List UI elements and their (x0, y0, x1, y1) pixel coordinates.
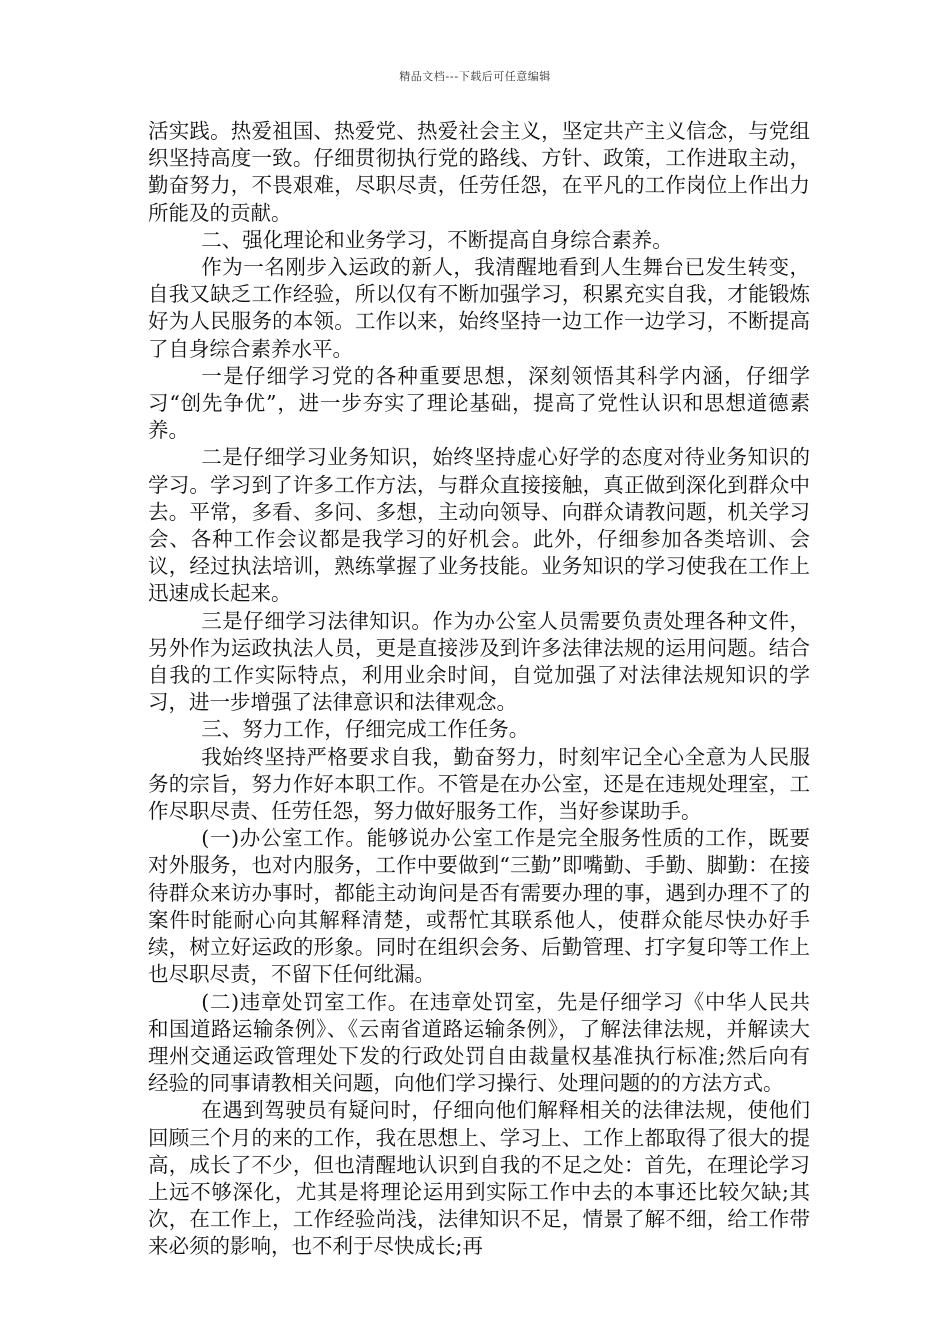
paragraph-7: 三、努力工作，仔细完成工作任务。 (201, 717, 530, 742)
paragraph-6: 三是仔细学习法律知识。作为办公室人员需要负责处理各种文件，另外作为运政执法人员，更是直接涉及到许多法律法规的运用问题。结合自我的工作实际特点，利用业余时间，自觉加强了对法律法规知识的学习，进一步增强了法律意识和法律观念。 (148, 608, 810, 715)
paragraph-4: 一是仔细学习党的各种重要思想，深刻领悟其科学内涵，仔细学习“创先争优”，进一步夯实了理论基础，提高了党性认识和思想道德素养。 (148, 363, 810, 443)
paragraph-2: 二、强化理论和业务学习，不断提高自身综合素养。 (201, 227, 673, 252)
page-header: 精品文档---下载后可任意编辑 (399, 70, 551, 83)
paragraph-11: 在遇到驾驶员有疑问时，仔细向他们解释相关的法律法规，使他们回顾三个月的来的工作，我在思想上、学习上、工作上都取得了很大的提高，成长了不少，但也清醒地认识到自我的不足之处：首先，在理论学习上远不够深化，尤其是将理论运用到实际工作中去的本事还比较欠缺;其次，在工作上，工作经验尚浅，法律知识不足，情景了解不细，给工作带来必须的影响，也不利于尽快成长;再 (148, 1098, 810, 1259)
paragraph-9: (一)办公室工作。能够说办公室工作是完全服务性质的工作，既要对外服务，也对内服务，工作中要做到“三勤”即嘴勤、手勤、脚勤：在接待群众来访办事时，都能主动询问是否有需要办理的事，遇到办理不了的案件时能耐心向其解释清楚，或帮忙其联系他人，使群众能尽快办好手续，树立好运政的形象。同时在组织会务、后勤管理、打字复印等工作上也尽职尽责，不留下任何纰漏。 (148, 826, 810, 987)
document-body (148, 118, 810, 1261)
paragraph-1: 活实践。热爱祖国、热爱党、热爱社会主义，坚定共产主义信念，与党组织坚持高度一致。仔细贯彻执行党的路线、方针、政策，工作进取主动，勤奋努力，不畏艰难，尽职尽责，任劳任怨，在平凡的工作岗位上作出力所能及的贡献。 (148, 119, 810, 225)
paragraph-8: 我始终坚持严格要求自我，勤奋努力，时刻牢记全心全意为人民服务的宗旨，努力作好本职工作。不管是在办公室，还是在违规处理室，工作尽职尽责、任劳任怨，努力做好服务工作，当好参谋助手。 (148, 744, 810, 824)
paragraph-5: 二是仔细学习业务知识，始终坚持虚心好学的态度对待业务知识的学习。学习到了许多工作方法，与群众直接接触，真正做到深化到群众中去。平常，多看、多问、多想，主动向领导、向群众请教问题，机关学习会、各种工作会议都是我学习的好机会。此外，仔细参加各类培训、会议，经过执法培训，熟练掌握了业务技能。业务知识的学习使我在工作上迅速成长起来。 (148, 445, 810, 606)
paragraph-3: 作为一名刚步入运政的新人，我清醒地看到人生舞台已发生转变，自我又缺乏工作经验，所以仅有不断加强学习，积累充实自我，才能锻炼好为人民服务的本领。工作以来，始终坚持一边工作一边学习，不断提高了自身综合素养水平。 (148, 255, 810, 361)
paragraph-10: (二)违章处罚室工作。在违章处罚室，先是仔细学习《中华人民共和国道路运输条例》、《云南省道路运输条例》，了解法律法规，并解读大理州交通运政管理处下发的行政处罚自由裁量权基准执行标准;然后向有经验的同事请教相关问题，向他们学习操行、处理问题的的方法方式。 (148, 989, 810, 1096)
